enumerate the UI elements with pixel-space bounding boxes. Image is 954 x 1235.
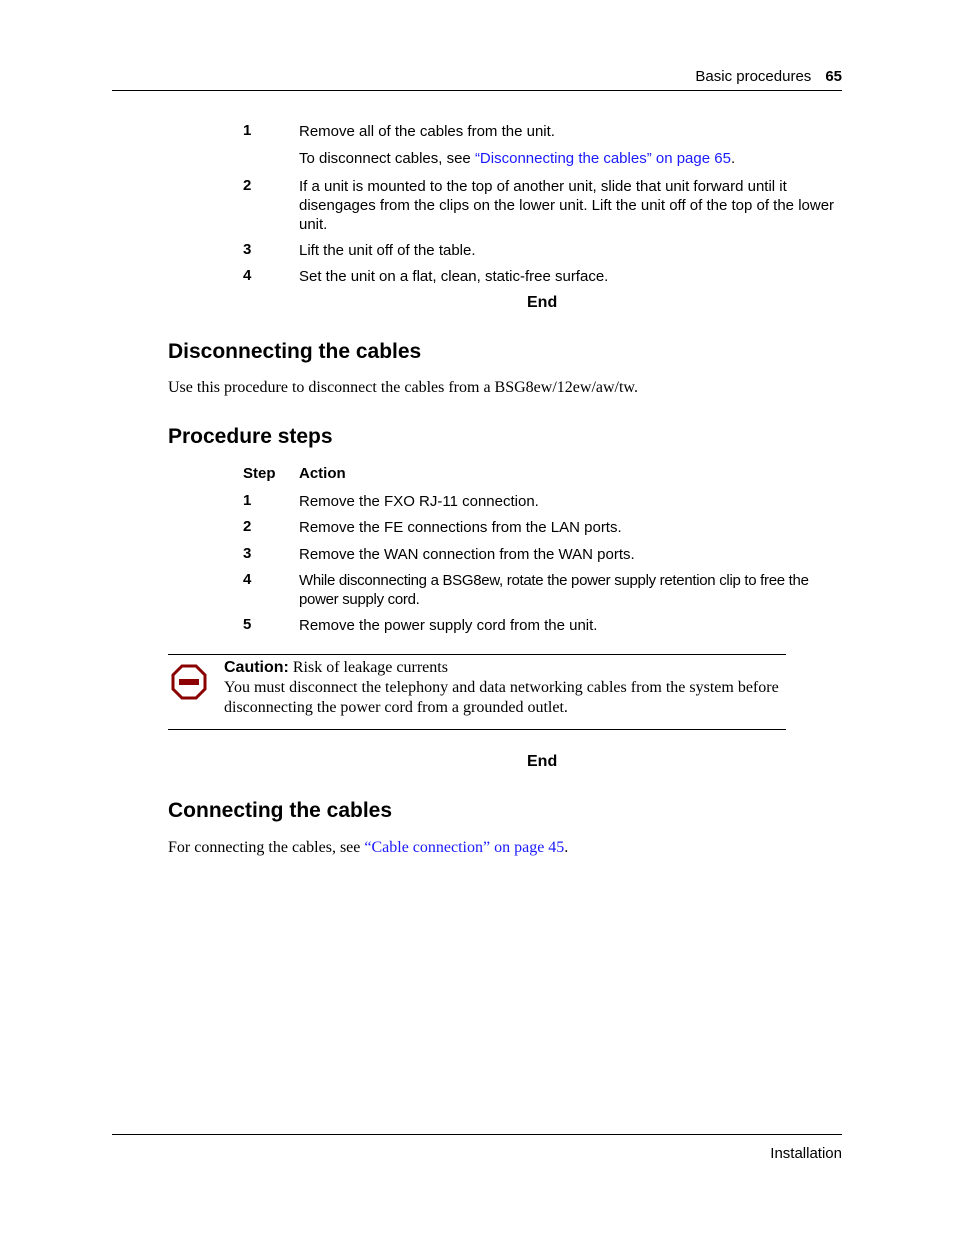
procedure-step-text: Remove the WAN connection from the WAN ports.: [299, 546, 635, 563]
connecting-prefix: For connecting the cables, see: [168, 839, 365, 856]
section-heading-disconnecting: Disconnecting the cables: [168, 340, 422, 363]
column-header-step: Step: [243, 465, 276, 482]
disconnecting-cables-link[interactable]: “Disconnecting the cables” on page 65: [474, 150, 731, 167]
caution-content: [224, 658, 784, 718]
procedure-step-text: Remove the FE connections from the LAN ports.: [299, 519, 622, 536]
top-step-text: Remove all of the cables from the unit.: [299, 123, 555, 140]
header-section: Basic procedures: [695, 68, 812, 85]
procedure-step-text: Remove the FXO RJ-11 connection.: [299, 493, 539, 510]
step1-note-prefix: To disconnect cables, see: [299, 150, 475, 167]
caution-label: Caution:: [224, 659, 289, 676]
end-label: End: [527, 753, 558, 770]
top-step-number: 4: [243, 267, 252, 284]
section-heading-procedure: Procedure steps: [168, 425, 333, 448]
top-step-text: If a unit is mounted to the top of another unit, slide that unit forward until it disengages from the clips on the lower unit. Lift the unit off of the top of the lower unit.: [299, 178, 835, 233]
end-label: End: [527, 294, 558, 311]
procedure-step-number: 3: [243, 545, 252, 562]
top-step-number: 2: [243, 177, 252, 194]
caution-title-line: [224, 658, 784, 678]
footer-rule: [112, 1134, 842, 1135]
procedure-step-number: 4: [243, 571, 252, 588]
section-heading-connecting: Connecting the cables: [168, 799, 393, 822]
procedure-step-number: 1: [243, 492, 252, 509]
top-step-number: 3: [243, 241, 252, 258]
procedure-step-text: Remove the power supply cord from the unit.: [299, 617, 598, 634]
top-step-number: 1: [243, 122, 252, 139]
caution-bottom-rule: [168, 729, 786, 730]
disconnecting-intro: Use this procedure to disconnect the cables from a BSG8ew/12ew/aw/tw.: [168, 379, 638, 396]
procedure-step-number: 2: [243, 518, 252, 535]
step1-note: [299, 149, 844, 168]
header-rule: [112, 90, 842, 91]
step1-note-suffix: .: [730, 150, 736, 167]
top-step-text: Set the unit on a flat, clean, static-free surface.: [299, 268, 609, 285]
caution-top-rule: [168, 654, 786, 655]
caution-body: You must disconnect the telephony and data networking cables from the system before disconnecting the power cord from a grounded outlet.: [224, 679, 779, 716]
caution-title: Risk of leakage currents: [292, 659, 448, 676]
cable-connection-link[interactable]: “Cable connection” on page 45: [364, 839, 565, 856]
page-number: 65: [825, 68, 842, 85]
connecting-suffix: .: [564, 839, 569, 856]
page-footer: Installation: [770, 1145, 842, 1162]
stop-sign-icon: [171, 664, 207, 700]
procedure-step-text: While disconnecting a BSG8ew, rotate the power supply retention clip to free the power supply cord.: [299, 572, 809, 608]
page-header: [695, 68, 842, 85]
column-header-action: Action: [299, 465, 346, 482]
procedure-step-number: 5: [243, 616, 252, 633]
connecting-para: [168, 839, 568, 857]
top-step-text: Lift the unit off of the table.: [299, 242, 476, 259]
